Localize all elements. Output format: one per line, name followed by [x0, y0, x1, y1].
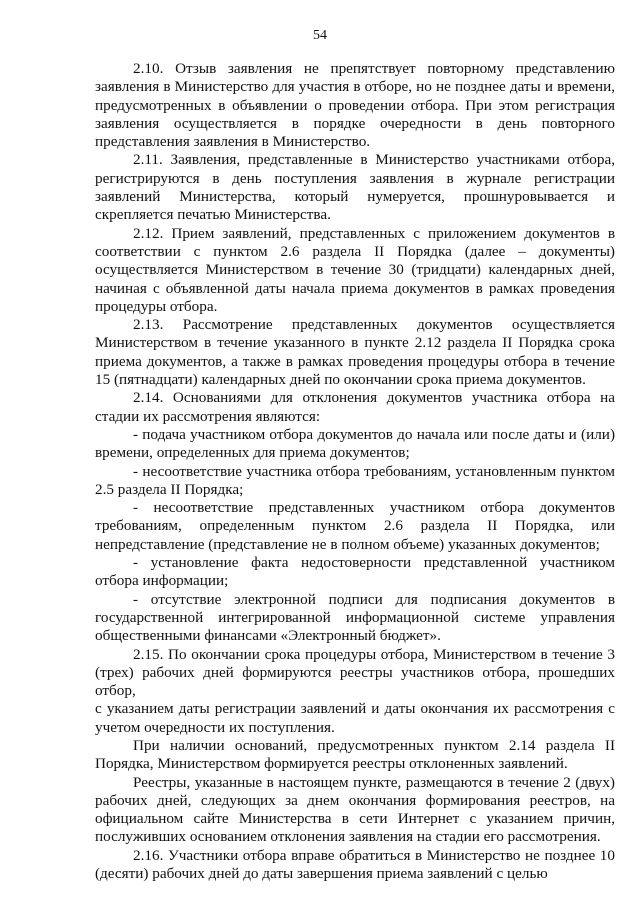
page-number: 54: [313, 28, 327, 43]
list-item-participant-mismatch: - несоответствие участника отбора требованиям, установленным пунктом 2.5 раздела II Порядка;: [95, 462, 615, 498]
paragraph-2-15: 2.15. По окончании срока процедуры отбора, Министерством в течение 3 (трех) рабочих дней формируются реестры участников отбора, прошедших отбор,: [95, 645, 615, 700]
list-item-submission-timing: - подача участником отбора документов до начала или после даты и (или) времени, определенных для приема документов;: [95, 425, 615, 462]
paragraph-2-13: 2.13. Рассмотрение представленных документов осуществляется Министерством в течение указанного в пункте 2.12 раздела II Порядка срока приема документов, а также в рамках проведения процедуры отбора в течение 15 (пятнадцати) календарных дней по окончании срока приема документов.: [95, 316, 615, 389]
paragraph-registry-publication: Реестры, указанные в настоящем пункте, размещаются в течение 2 (двух) рабочих дней, следующих за днем окончания формирования реестров, на официальном сайте Министерства в сети Интернет с указанием причин, послуживших основанием отклонения заявления на стадии его рассмотрения.: [95, 773, 615, 846]
list-item-no-signature: - отсутствие электронной подписи для подписания документов в государственной интегрированной информационной системе управления общественными финансами «Электронный бюджет».: [95, 590, 615, 645]
paragraph-2-14: 2.14. Основаниями для отклонения документов участника отбора на стадии их рассмотрения являются:: [95, 389, 615, 425]
list-item-documents-mismatch: - несоответствие представленных участником отбора документов требованиям, определенным пунктом 2.6 раздела II Порядка, или непредставление (представление не в полном объеме) указанных документов;: [95, 499, 615, 553]
paragraph-2-10: 2.10. Отзыв заявления не препятствует повторному представлению заявления в Министерство для участия в отборе, но не позднее даты и времени, предусмотренных в объявлении о проведении отбора. При этом регистрация заявления осуществляется в порядке очередности в день повторного представления заявления в Министерство.: [95, 60, 615, 151]
paragraph-2-15-continued: с указанием даты регистрации заявлений и даты окончания их рассмотрения с учетом очередности их поступления.: [95, 700, 615, 736]
paragraph-2-12: 2.12. Прием заявлений, представленных с приложением документов в соответствии с пунктом 2.6 раздела II Порядка (далее – документы) осуществляется Министерством в течение 30 (тридцати) календарных дней, начиная с объявленной даты начала приема документов в рамках проведения процедуры отбора.: [95, 224, 615, 315]
paragraph-rejected-registry: При наличии оснований, предусмотренных пунктом 2.14 раздела II Порядка, Министерством формируется реестры отклоненных заявлений.: [95, 736, 615, 773]
paragraph-2-11: 2.11. Заявления, представленные в Министерство участниками отбора, регистрируются в день поступления заявления в журнале регистрации заявлений Министерства, который нумеруется, прошнуровывается и скрепляется печатью Министерства.: [95, 151, 615, 224]
paragraph-2-16: 2.16. Участники отбора вправе обратиться в Министерство не позднее 10 (десяти) рабочих дней до даты завершения приема заявлений с целью: [95, 846, 615, 883]
document-body: [95, 60, 615, 883]
list-item-false-information: - установление факта недостоверности представленной участником отбора информации;: [95, 554, 615, 590]
